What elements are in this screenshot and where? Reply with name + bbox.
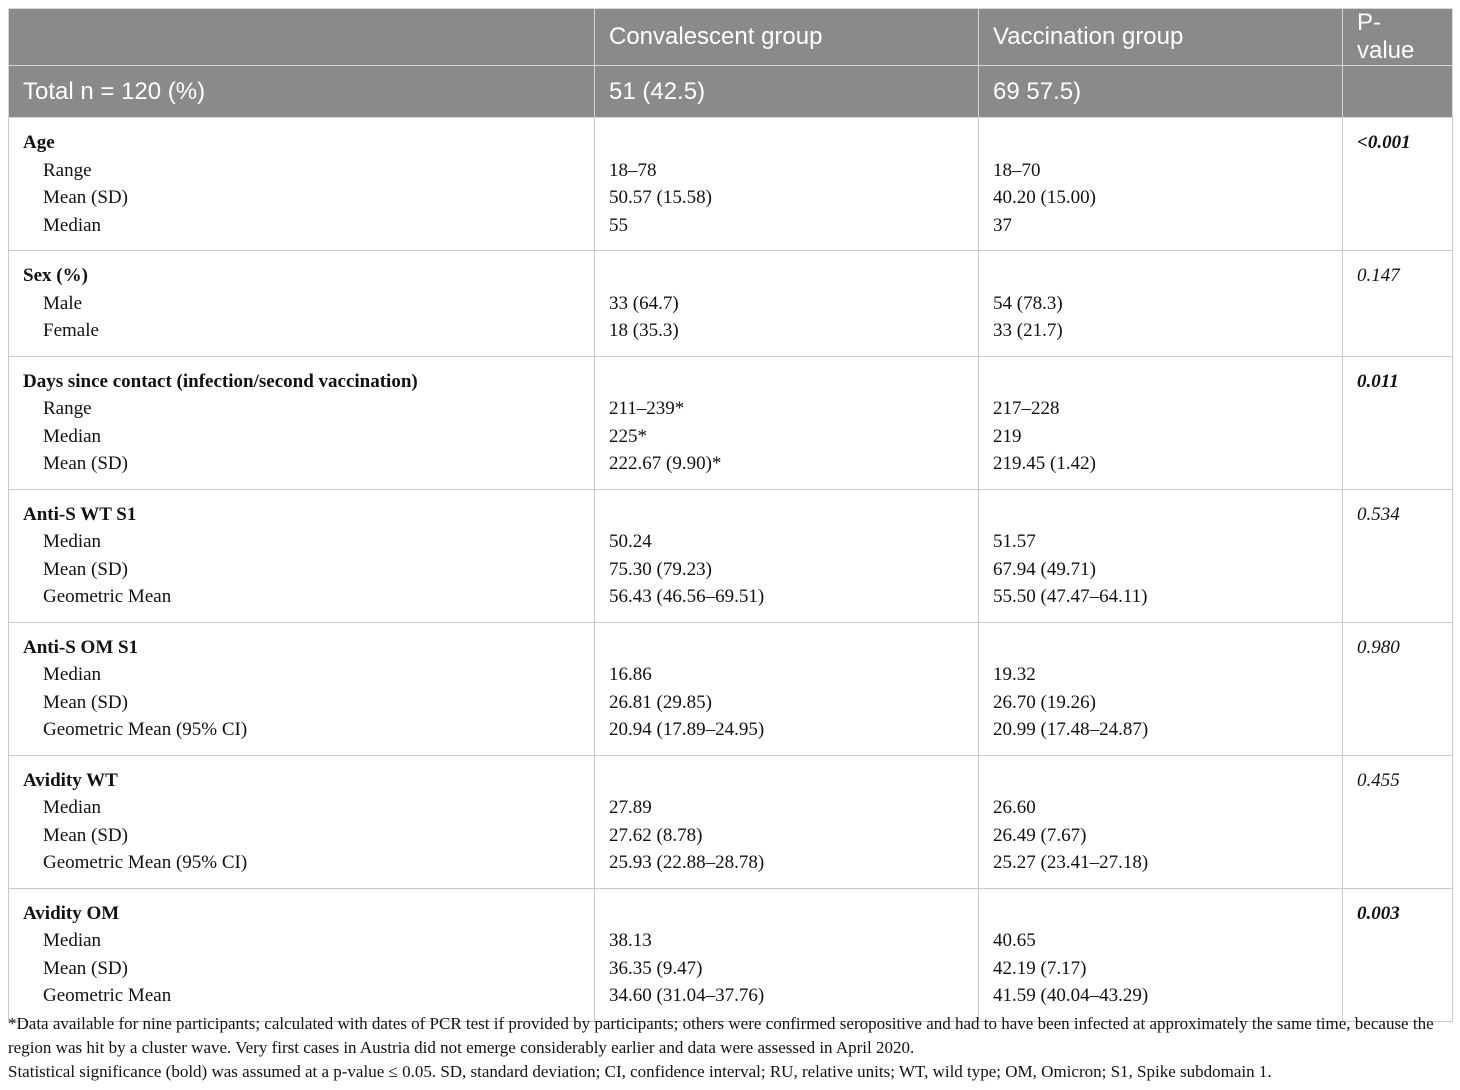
convalescent-value: 56.43 (46.56–69.51) [609, 586, 765, 607]
p-value-cell [1343, 118, 1453, 251]
vaccination-value: 26.60 [993, 797, 1036, 818]
vaccination-value-cell [979, 118, 1343, 251]
vaccination-value: 219.45 (1.42) [993, 453, 1096, 474]
convalescent-value-cell [595, 118, 979, 251]
vaccination-value: 217–228 [993, 398, 1060, 419]
convalescent-value-cell [595, 888, 979, 1021]
convalescent-value: 27.89 [609, 797, 652, 818]
convalescent-value: 50.57 (15.58) [609, 187, 712, 208]
convalescent-value-cell [595, 251, 979, 357]
convalescent-value-cell [595, 356, 979, 489]
convalescent-value: 211–239* [609, 398, 685, 419]
row-sub-label: Mean (SD) [43, 453, 128, 474]
header-row-columns [9, 9, 1453, 66]
header-vaccination-group: Vaccination group [979, 9, 1343, 66]
table-header [9, 9, 1453, 118]
p-value-cell [1343, 251, 1453, 357]
convalescent-value-cell [595, 755, 979, 888]
row-label: Avidity OM [23, 902, 120, 924]
convalescent-value: 26.81 (29.85) [609, 691, 712, 713]
header-vaccination-total: 69 57.5) [979, 66, 1343, 118]
header-p-total [1343, 66, 1453, 118]
header-row-totals [9, 66, 1453, 118]
row-label: Days since contact (infection/second vaccination) [23, 370, 418, 392]
p-value-cell [1343, 622, 1453, 755]
table-row [9, 118, 1453, 251]
row-label: Sex (%) [23, 265, 88, 286]
p-value: 0.980 [1357, 636, 1400, 658]
vaccination-value: 67.94 (49.71) [993, 558, 1096, 580]
row-sub-label: Geometric Mean [43, 985, 172, 1006]
vaccination-value: 219 [993, 425, 1022, 447]
row-sub-label: Geometric Mean (95% CI) [43, 852, 248, 873]
table-row [9, 888, 1453, 1021]
row-label-cell [9, 755, 595, 888]
p-value: 0.455 [1357, 769, 1400, 791]
row-sub-label: Median [43, 214, 102, 236]
convalescent-value: 222.67 (9.90)* [609, 453, 722, 474]
p-value: 0.147 [1357, 265, 1400, 286]
convalescent-value: 27.62 (8.78) [609, 824, 703, 846]
vaccination-value: 37 [993, 214, 1012, 236]
vaccination-value-cell [979, 251, 1343, 357]
row-sub-label: Mean (SD) [43, 957, 128, 979]
vaccination-value: 55.50 (47.47–64.11) [993, 586, 1148, 607]
vaccination-value: 26.49 (7.67) [993, 824, 1087, 846]
convalescent-value: 18–78 [609, 159, 657, 181]
header-p-value: P-value [1343, 9, 1453, 66]
vaccination-value: 20.99 (17.48–24.87) [993, 719, 1149, 740]
vaccination-value: 40.20 (15.00) [993, 187, 1096, 208]
row-label-cell [9, 489, 595, 622]
p-value: 0.003 [1357, 902, 1400, 924]
vaccination-value: 51.57 [993, 531, 1036, 552]
row-label-cell [9, 118, 595, 251]
table-row [9, 622, 1453, 755]
vaccination-value: 19.32 [993, 664, 1036, 685]
row-sub-label: Median [43, 797, 102, 818]
row-label: Anti-S OM S1 [23, 636, 139, 658]
row-sub-label: Geometric Mean [43, 586, 172, 607]
row-label-cell [9, 888, 595, 1021]
row-sub-label: Median [43, 664, 102, 685]
vaccination-value: 25.27 (23.41–27.18) [993, 852, 1149, 873]
vaccination-value: 26.70 (19.26) [993, 691, 1096, 713]
vaccination-value-cell [979, 622, 1343, 755]
vaccination-value: 54 (78.3) [993, 292, 1063, 314]
row-sub-label: Range [43, 398, 92, 419]
row-sub-label: Mean (SD) [43, 558, 128, 580]
row-sub-label: Geometric Mean (95% CI) [43, 719, 248, 740]
row-sub-label: Mean (SD) [43, 187, 128, 208]
table-body [9, 118, 1453, 1022]
header-total-n: Total n = 120 (%) [9, 66, 595, 118]
vaccination-value: 42.19 (7.17) [993, 957, 1087, 979]
table-row [9, 755, 1453, 888]
p-value-cell [1343, 489, 1453, 622]
p-value: <0.001 [1357, 132, 1411, 153]
p-value-cell [1343, 888, 1453, 1021]
table-row [9, 356, 1453, 489]
row-label-cell [9, 622, 595, 755]
row-sub-label: Median [43, 531, 102, 552]
vaccination-value-cell [979, 755, 1343, 888]
row-sub-label: Range [43, 159, 92, 181]
vaccination-value-cell [979, 888, 1343, 1021]
table-container [8, 8, 1452, 1022]
vaccination-value: 18–70 [993, 159, 1041, 181]
convalescent-value: 34.60 (31.04–37.76) [609, 985, 765, 1006]
header-convalescent-group: Convalescent group [595, 9, 979, 66]
convalescent-value: 36.35 (9.47) [609, 957, 703, 979]
row-sub-label: Male [43, 292, 83, 314]
row-sub-label: Median [43, 425, 102, 447]
row-label: Age [23, 132, 55, 153]
footnote-significance: Statistical significance (bold) was assumed at a p-value ≤ 0.05. SD, standard deviation; CI, confidence interval; RU, relative units; WT, wild type; OM, Omicron; S1, Spike subdomain 1. [8, 1062, 1272, 1081]
convalescent-value: 33 (64.7) [609, 292, 679, 314]
convalescent-value: 38.13 [609, 930, 652, 951]
p-value-cell [1343, 755, 1453, 888]
row-sub-label: Median [43, 930, 102, 951]
header-cell-empty [9, 9, 595, 66]
p-value: 0.011 [1357, 370, 1399, 392]
row-label: Avidity WT [23, 769, 118, 791]
p-value-cell [1343, 356, 1453, 489]
vaccination-value-cell [979, 356, 1343, 489]
convalescent-value: 16.86 [609, 664, 652, 685]
footnote-asterisk: *Data available for nine participants; calculated with dates of PCR test if provided by participants; others were confirmed seropositive and had to have been infected at approximately the same time, because the region was hit by a cluster wave. Very first cases in Austria did not emerge considerably earlier and data were assessed in April 2020. [8, 1014, 1434, 1057]
row-sub-label: Female [43, 320, 99, 341]
convalescent-value: 20.94 (17.89–24.95) [609, 719, 765, 740]
data-table [8, 8, 1453, 1022]
table-row [9, 489, 1453, 622]
table-footnotes [8, 1012, 1452, 1084]
vaccination-value-cell [979, 489, 1343, 622]
row-label-cell [9, 356, 595, 489]
row-label-cell [9, 251, 595, 357]
convalescent-value: 25.93 (22.88–28.78) [609, 852, 765, 873]
convalescent-value: 225* [609, 425, 647, 447]
row-label: Anti-S WT S1 [23, 503, 137, 525]
row-sub-label: Mean (SD) [43, 824, 128, 846]
row-sub-label: Mean (SD) [43, 691, 128, 713]
vaccination-value: 33 (21.7) [993, 320, 1063, 341]
vaccination-value: 41.59 (40.04–43.29) [993, 985, 1149, 1006]
header-convalescent-total: 51 (42.5) [595, 66, 979, 118]
convalescent-value-cell [595, 489, 979, 622]
convalescent-value: 75.30 (79.23) [609, 558, 712, 580]
table-row [9, 251, 1453, 357]
convalescent-value: 18 (35.3) [609, 320, 679, 341]
convalescent-value-cell [595, 622, 979, 755]
vaccination-value: 40.65 [993, 930, 1036, 951]
convalescent-value: 50.24 [609, 531, 652, 552]
p-value: 0.534 [1357, 503, 1400, 525]
convalescent-value: 55 [609, 214, 628, 236]
